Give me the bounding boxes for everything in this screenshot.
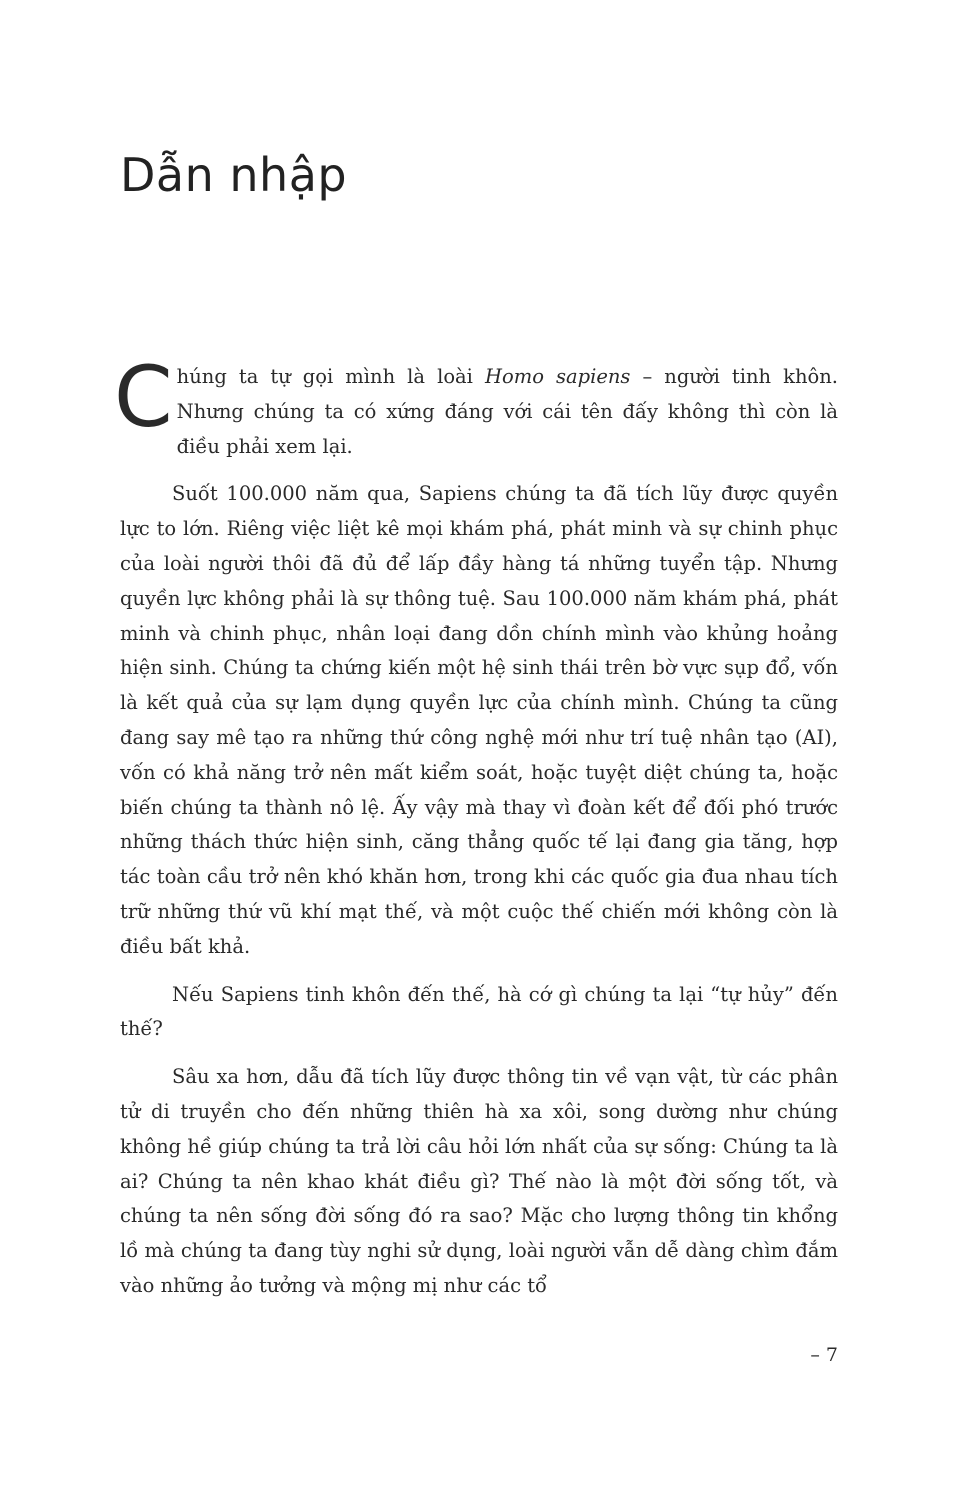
page-number: – 7 (810, 1344, 838, 1366)
paragraph-3: Nếu Sapiens tinh khôn đến thế, hà cớ gì chúng ta lại “tự hủy” đến thế? (120, 982, 838, 1041)
paragraph-4: Sâu xa hơn, dẫu đã tích lũy được thông tin về vạn vật, từ các phân tử di truyền cho đến những thiên hà xa xôi, song dường như chúng không hề giúp chúng ta trả lời câu hỏi lớn nhất của sự sống: Chúng ta là ai? Chúng ta nên khao khát điều gì? Thế nào là một đời sống tốt, và chúng ta nên sống đời sống đó ra sao? Mặc cho lượng thông tin khổng lồ mà chúng ta đang tùy nghi sử dụng, loài người vẫn dễ dàng chìm đắm vào những ảo tưởng và mộng mị như các tổ (120, 1065, 838, 1297)
drop-cap: C (114, 348, 173, 446)
paragraph-1 (114, 348, 839, 464)
paragraph-1-text-start: húng ta tự gọi mình là loài (176, 365, 485, 388)
chapter-title: Dẫn nhập (120, 148, 348, 202)
body-text (114, 348, 839, 1317)
paragraph-1-text-end: – người tinh khôn. Nhưng chúng ta có xứng đáng với cái tên đấy không thì còn là điều phải xem lại. (176, 365, 839, 458)
paragraph-2: Suốt 100.000 năm qua, Sapiens chúng ta đã tích lũy được quyền lực to lớn. Riêng việc liệt kê mọi khám phá, phát minh và sự chinh phục của loài người thôi đã đủ để lấp đầy hàng tá những tuyển tập. Nhưng quyền lực không phải là sự thông tuệ. Sau 100.000 năm khám phá, phát minh và chinh phục, nhân loại đang dồn chính mình vào khủng hoảng hiện sinh. Chúng ta chứng kiến một hệ sinh thái trên bờ vực sụp đổ, vốn là kết quả của sự lạm dụng quyền lực của chính mình. Chúng ta cũng đang say mê tạo ra những thứ công nghệ mới như trí tuệ nhân tạo (AI), vốn có khả năng trở nên mất kiểm soát, hoặc tuyệt diệt chúng ta, hoặc biến chúng ta thành nô lệ. Ấy vậy mà thay vì đoàn kết để đối phó trước những thách thức hiện sinh, căng thẳng quốc tế lại đang gia tăng, hợp tác toàn cầu trở nên khó khăn hơn, trong khi các quốc gia đua nhau tích trữ những thứ vũ khí mạt thế, và một cuộc thế chiến mới không còn là điều bất khả. (120, 482, 838, 958)
paragraph-1-italic-term: Homo sapiens (484, 365, 631, 388)
